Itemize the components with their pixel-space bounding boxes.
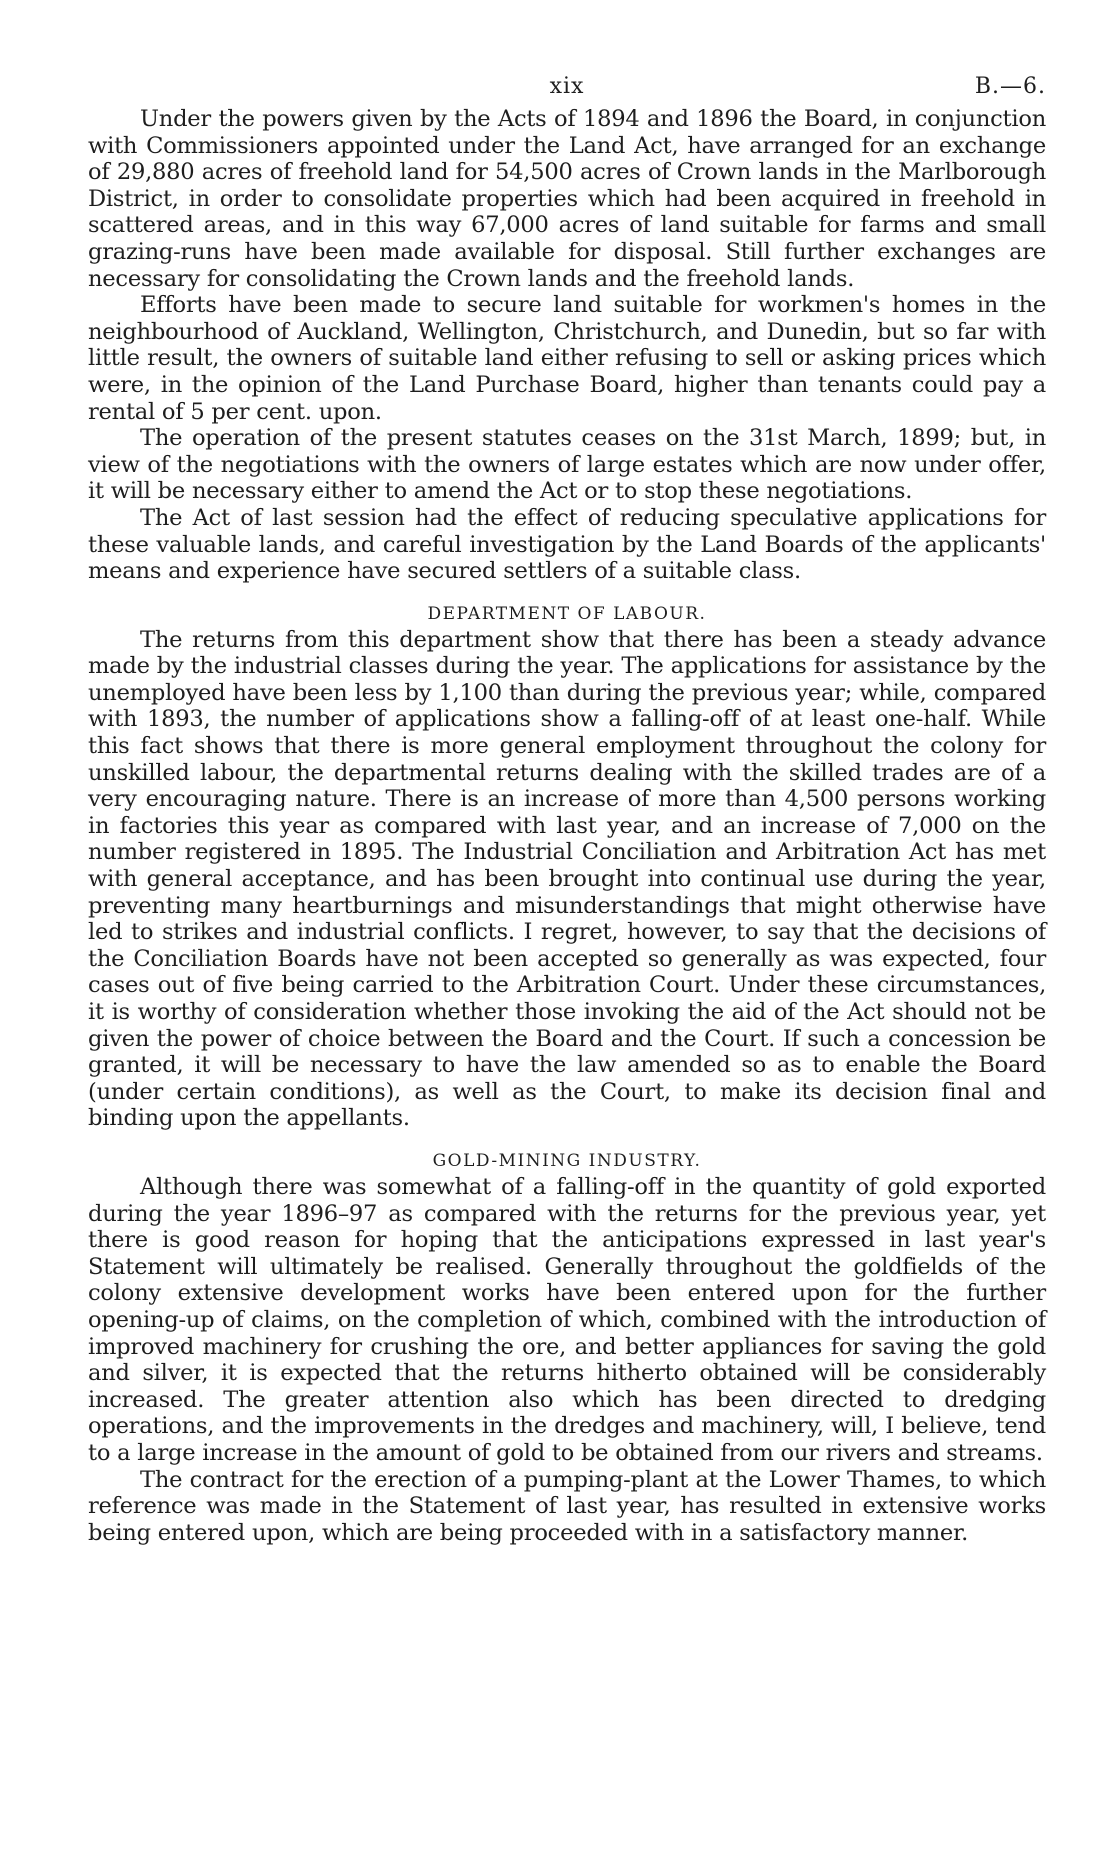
gold-mining-section xyxy=(88,1150,1046,1546)
labour-section xyxy=(88,603,1046,1132)
running-header xyxy=(88,66,1046,106)
paragraph-statutes-expiry: The operation of the present statutes ceases on the 31st March, 1899; but, in view of the negotiations with the owners of large estates which are now under offer, it will be necessary either to amend the Act or to stop these negotiations. xyxy=(88,425,1046,505)
document-reference: B.—6. xyxy=(974,74,1046,99)
paragraph-workmens-homes: Efforts have been made to secure land suitable for workmen's homes in the neighbourhood of Auckland, Wellington, Christchurch, and Dunedin, but so far with little result, the owners of suitable land either refusing to sell or asking prices which were, in the opinion of the Land Purchase Board, higher than tenants could pay a rental of 5 per cent. upon. xyxy=(88,292,1046,425)
land-purchase-section xyxy=(88,106,1046,585)
section-heading-gold-mining: GOLD-MINING INDUSTRY. xyxy=(432,1150,702,1171)
paragraph-last-session-act: The Act of last session had the effect of reducing speculative applications for these valuable lands, and careful investigation by the Land Boards of the applicants' means and experience have secured settlers of a suitable class. xyxy=(88,504,1046,585)
page-number: xix xyxy=(549,74,585,99)
paragraph-labour-returns: The returns from this department show that there has been a steady advance made by the industrial classes during the year. The applications for assistance by the unemployed have been less by 1,100 than during the previous year; while, compared with 1893, the number of applications show a falling-off of at least one-half. While this fact shows that there is more general employment throughout the colony for unskilled labour, the departmental returns dealing with the skilled trades are of a very encouraging nature. There is an increase of more than 4,500 persons working in factories this year as compared with last year, and an increase of 7,000 on the number registered in 1895. The Industrial Conciliation and Arbitration Act has met with general acceptance, and has been brought into continual use during the year, preventing many heartburnings and misunderstandings that might otherwise have led to strikes and industrial conflicts. I regret, however, to say that the decisions of the Conciliation Boards have not been accepted so generally as was expected, four cases out of five being carried to the Arbitration Court. Under these circumstances, it is worthy of consideration whether those invoking the aid of the Act should not be given the power of choice between the Board and the Court. If such a concession be granted, it will be necessary to have the law amended so as to enable the Board (under certain conditions), as well as the Court, to make its decision final and binding upon the appellants. xyxy=(88,626,1046,1132)
paragraph-gold-exports: Although there was somewhat of a falling-off in the quantity of gold exported during the year 1896–97 as compared with the returns for the previous year, yet there is good reason for hoping that the anticipations expressed in last year's Statement will ultimately be realised. Generally throughout the goldfields of the colony extensive development works have been entered upon for the further opening-up of claims, on the completion of which, combined with the introduction of improved machinery for crushing the ore, and better appliances for saving the gold and silver, it is expected that the returns hitherto obtained will be considerably increased. The greater attention also which has been directed to dredging operations, and the improvements in the dredges and machinery, will, I believe, tend to a large increase in the amount of gold to be obtained from our rivers and streams. xyxy=(88,1173,1046,1466)
section-heading-labour: DEPARTMENT OF LABOUR. xyxy=(427,603,707,624)
paragraph-land-exchange: Under the powers given by the Acts of 1894 and 1896 the Board, in conjunction with Commissioners appointed under the Land Act, have arranged for an exchange of 29,880 acres of freehold land for 54,500 acres of Crown lands in the Marlborough District, in order to consolidate properties which had been acquired in freehold in scattered areas, and in this way 67,000 acres of land suitable for farms and small grazing-runs have been made available for disposal. Still further exchanges are necessary for consolidating the Crown lands and the freehold lands. xyxy=(88,106,1046,292)
paragraph-pumping-plant: The contract for the erection of a pumping-plant at the Lower Thames, to which reference was made in the Statement of last year, has resulted in extensive works being entered upon, which are being proceeded with in a satisfactory manner. xyxy=(88,1466,1046,1546)
document-page xyxy=(88,66,1046,1546)
